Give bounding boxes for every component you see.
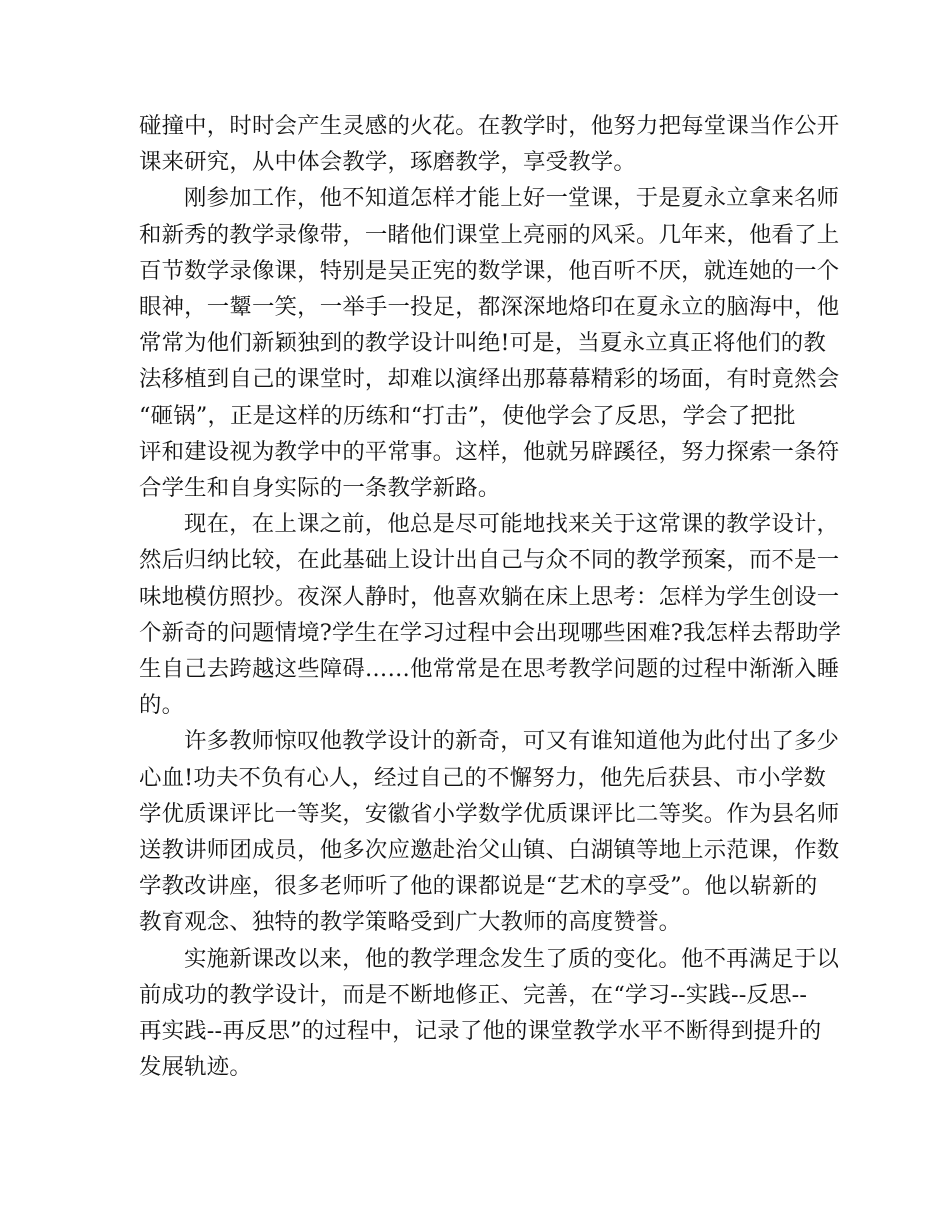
text-line: 碰撞中，时时会产生灵感的火花。在教学时，他努力把每堂课当作公开	[139, 113, 840, 139]
text-line: 的。	[139, 692, 185, 719]
text-line: 常常为他们新颖独到的教学设计叫绝!可是，当夏永立真正将他们的教	[139, 330, 826, 357]
paragraph-4	[139, 723, 840, 940]
text-line: 实施新课改以来，他的教学理念发生了质的变化。他不再满足于以	[184, 945, 840, 972]
text-line: 前成功的教学设计，而是不断地修正、完善，在“学习--实践--反思--	[139, 981, 808, 1008]
text-line: 法移植到自己的课堂时，却难以演绎出那幕幕精彩的场面，有时竟然会	[139, 366, 840, 393]
paragraph-3	[139, 506, 842, 723]
text-line: 合学生和自身实际的一条教学新路。	[139, 475, 501, 502]
text-line: 生自己去跨越这些障碍……他常常是在思考教学问题的过程中渐渐入睡	[139, 656, 840, 683]
text-line: 教育观念、独特的教学策略受到广大教师的高度赞誉。	[139, 909, 682, 936]
text-line: 许多教师惊叹他教学设计的新奇，可又有谁知道他为此付出了多少	[184, 728, 840, 755]
text-line: “砸锅”，正是这样的历练和“打击”，使他学会了反思，学会了把批	[139, 402, 796, 429]
text-line: 然后归纳比较，在此基础上设计出自己与众不同的教学预案，而不是一	[139, 547, 840, 574]
text-line: 评和建设视为教学中的平常事。这样，他就另辟蹊径，努力探索一条符	[139, 438, 840, 465]
text-line: 个新奇的问题情境?学生在学习过程中会出现哪些困难?我怎样去帮助学	[139, 619, 842, 646]
text-line: 味地模仿照抄。夜深人静时，他喜欢躺在床上思考：怎样为学生创设一	[139, 583, 840, 610]
document-body	[139, 108, 842, 1085]
text-line: 课来研究，从中体会教学，琢磨教学，享受教学。	[139, 149, 636, 176]
text-line: 送教讲师团成员，他多次应邀赴治父山镇、白湖镇等地上示范课，作数	[139, 837, 840, 864]
text-line: 眼神，一颦一笑，一举手一投足，都深深地烙印在夏永立的脑海中，他	[139, 294, 840, 321]
text-line: 现在，在上课之前，他总是尽可能地找来关于这常课的教学设计，	[184, 511, 840, 538]
text-line: 百节数学录像课，特别是吴正宪的数学课，他百听不厌，就连她的一个	[139, 257, 840, 284]
text-line: 和新秀的教学录像带，一睹他们课堂上亮丽的风采。几年来，他看了上	[139, 221, 840, 248]
paragraph-5	[139, 941, 840, 1086]
text-line: 学教改讲座，很多老师听了他的课都说是“艺术的享受”。他以崭新的	[139, 873, 818, 900]
text-line: 学优质课评比一等奖，安徽省小学数学优质课评比二等奖。作为县名师	[139, 800, 840, 827]
paragraph-1	[139, 108, 840, 180]
text-line: 心血!功夫不负有心人，经过自己的不懈努力，他先后获县、市小学数	[139, 764, 826, 791]
text-line: 发展轨迹。	[139, 1054, 252, 1081]
text-line: 刚参加工作，他不知道怎样才能上好一堂课，于是夏永立拿来名师	[184, 185, 840, 212]
text-line: 再实践--再反思”的过程中，记录了他的课堂教学水平不断得到提升的	[139, 1018, 822, 1045]
paragraph-2	[139, 180, 840, 506]
